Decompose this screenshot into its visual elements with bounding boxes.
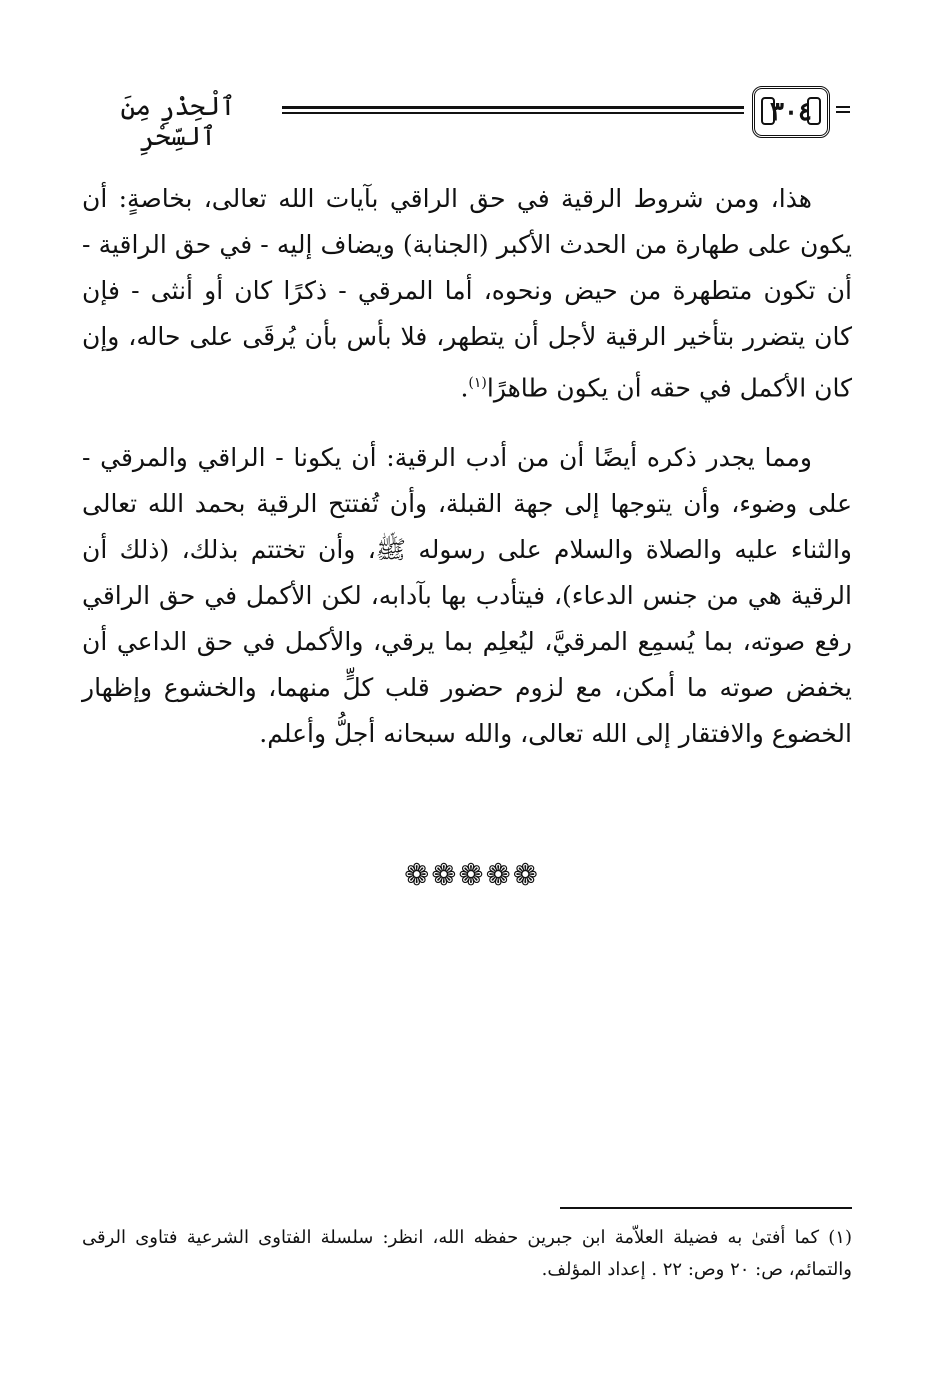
footnote: (١) كما أفتىٰ به فضيلة العلاّمة ابن جبرين حفظه الله، انظر: سلسلة الفتاوى الشرعية فتاوى الرقى والتمائم، ص: ٢٠ وص: ٢٢ . إعداد المؤلف. <box>82 1227 852 1280</box>
page-number-box <box>752 86 830 138</box>
paragraph-1-end: . <box>460 373 469 403</box>
footnote-separator <box>560 1207 852 1209</box>
section-divider-ornaments: ❁❁❁❁❁ <box>404 858 540 893</box>
main-text <box>82 176 852 781</box>
paragraph-2: ومما يجدر ذكره أيضًا أن من أدب الرقية: أن يكونا - الراقي والمرقي - على وضوء، وأن يتوجها إلى جهة القبلة، وأن تُفتتح الرقية بحمد الله تعالى والثناء عليه والصلاة والسلام على رسوله ﷺ، وأن تختتم بذلك، (ذلك أن الرقية هي من جنس الدعاء)، فيتأدب بها بآدابه، لكن الأكمل في حق الراقي رفع صوته، بما يُسمِع المرقيَّ، ليُعلِم بما يرقي، والأكمل في حق الداعي أن يخفض صوته ما أمكن، مع لزوم حضور قلب كلٍّ منهما، والخشوع وإظهار الخضوع والافتقار إلى الله تعالى، والله سبحانه أجلُّ وأعلم. <box>82 443 853 749</box>
paragraph-1-text: هذا، ومن شروط الرقية في حق الراقي بآيات الله تعالى، بخاصةٍ: أن يكون على طهارة من الحدث الأكبر (الجنابة) ويضاف إليه - في حق الراقية - أن تكون متطهرة من حيض ونحوه، أما المرقي - ذكرًا كان أو أنثى - فإن كان يتضرر بتأخير الرقية لأجل أن يتطهر، فلا بأس بأن يُرقَى على حاله، وإن كان الأكمل في حقه أن يكون طاهرًا <box>82 184 852 403</box>
header-rule-right <box>836 106 850 113</box>
running-title: ٱلْحِذْرِ مِنَ ٱلسِّحْرِ <box>120 92 236 152</box>
header-rule <box>282 106 744 114</box>
paragraph-1 <box>82 176 852 411</box>
footnote-reference[interactable]: (١) <box>468 375 487 391</box>
page-number: ٣٠٤ <box>770 97 812 127</box>
page-header <box>80 86 850 152</box>
